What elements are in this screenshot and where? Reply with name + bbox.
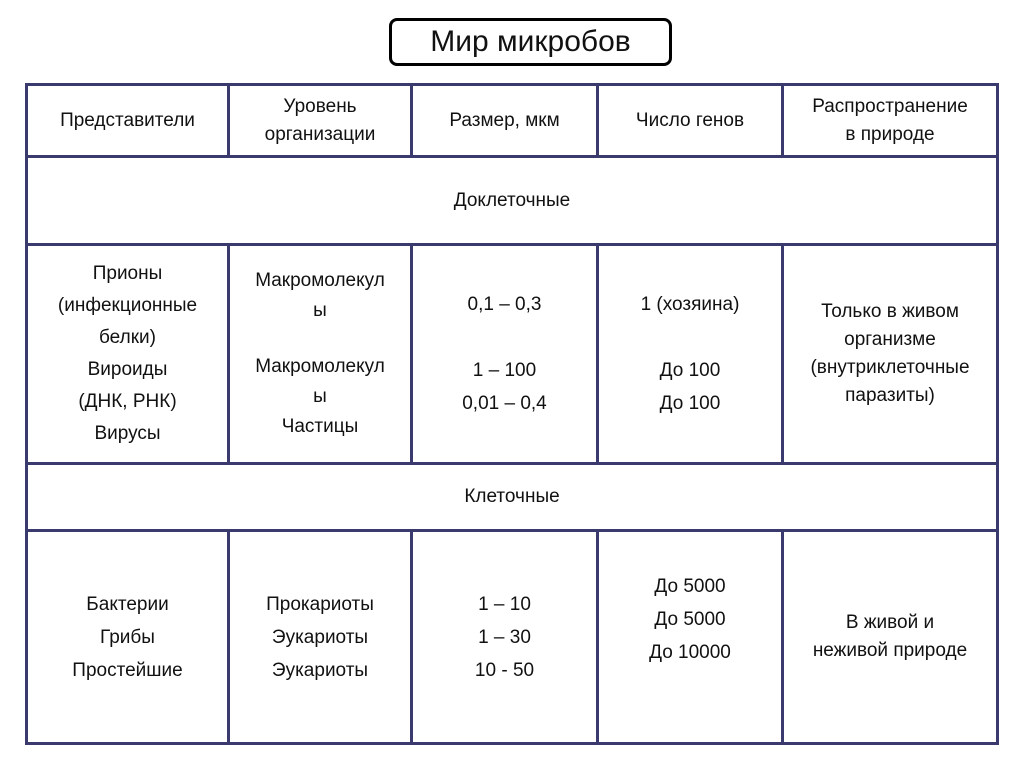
- list-item: 10 - 50: [474, 659, 535, 681]
- section-cellular: [28, 465, 996, 529]
- header-organization: [230, 86, 410, 155]
- header-representatives-label: Представители: [60, 109, 195, 131]
- header-representatives: [28, 86, 227, 155]
- precellular-representatives: [28, 246, 227, 462]
- list-item: 1 – 30: [478, 626, 531, 648]
- list-item: Вирусы: [94, 423, 161, 444]
- list-item: Простейшие: [72, 659, 183, 681]
- list-item: ы: [313, 300, 327, 321]
- header-size: [413, 86, 596, 155]
- list-item: Грибы: [100, 626, 155, 648]
- list-item: Макромолекул: [255, 356, 385, 377]
- header-size-label: Размер, мкм: [449, 109, 560, 131]
- list-item: До 100: [659, 393, 721, 414]
- list-item: До 5000: [654, 576, 726, 597]
- list-item: Бактерии: [86, 593, 169, 615]
- section-precellular: [28, 158, 996, 243]
- list-item: До 5000: [654, 609, 726, 630]
- section-precellular-label: Доклеточные: [453, 189, 571, 211]
- list-item: (ДНК, РНК): [78, 391, 177, 412]
- cellular-genes: [599, 532, 781, 742]
- list-item: белки): [99, 327, 156, 348]
- cellular-size: [413, 532, 596, 742]
- precellular-distribution: [784, 246, 996, 462]
- list-item: 0,1 – 0,3: [467, 294, 542, 315]
- list-item: 1 – 10: [478, 593, 531, 615]
- cellular-distribution: [784, 532, 996, 742]
- list-item: 0,01 – 0,4: [462, 393, 547, 414]
- header-distribution: [784, 86, 996, 155]
- list-item: Макромолекул: [255, 270, 385, 291]
- list-item: (внутриклеточные: [810, 357, 970, 378]
- list-item: 1 – 100: [472, 360, 537, 381]
- list-item: Эукариоты: [271, 626, 369, 648]
- header-organization-line-2: организации: [264, 123, 376, 145]
- cellular-representatives: [28, 532, 227, 742]
- header-distribution-line-2: в природе: [845, 123, 935, 145]
- list-item: Вироиды: [87, 359, 168, 380]
- list-item: паразиты): [845, 385, 935, 406]
- list-item: неживой природе: [812, 640, 968, 661]
- list-item: 1 (хозяина): [640, 294, 740, 315]
- list-item: (инфекционные: [57, 295, 198, 316]
- cellular-organization: [230, 532, 410, 742]
- list-item: Прионы: [92, 263, 163, 284]
- list-item: До 10000: [649, 642, 731, 663]
- section-cellular-label: Клеточные: [464, 486, 560, 507]
- page-title: Мир микробов: [389, 18, 672, 66]
- list-item: ы: [313, 386, 327, 407]
- header-genes: [599, 86, 781, 155]
- list-item: До 100: [659, 360, 721, 381]
- precellular-genes: [599, 246, 781, 462]
- precellular-organization: [230, 246, 410, 462]
- header-distribution-line-1: Распространение: [812, 95, 968, 117]
- microbes-table: [25, 83, 999, 745]
- list-item: Частицы: [281, 416, 359, 437]
- header-organization-line-1: Уровень: [283, 95, 357, 117]
- list-item: Только в живом: [821, 301, 959, 322]
- precellular-size: [413, 246, 596, 462]
- list-item: Прокариоты: [266, 593, 374, 615]
- list-item: организме: [844, 329, 936, 350]
- list-item: В живой и: [845, 612, 935, 633]
- list-item: Эукариоты: [271, 659, 369, 681]
- header-genes-label: Число генов: [635, 109, 745, 131]
